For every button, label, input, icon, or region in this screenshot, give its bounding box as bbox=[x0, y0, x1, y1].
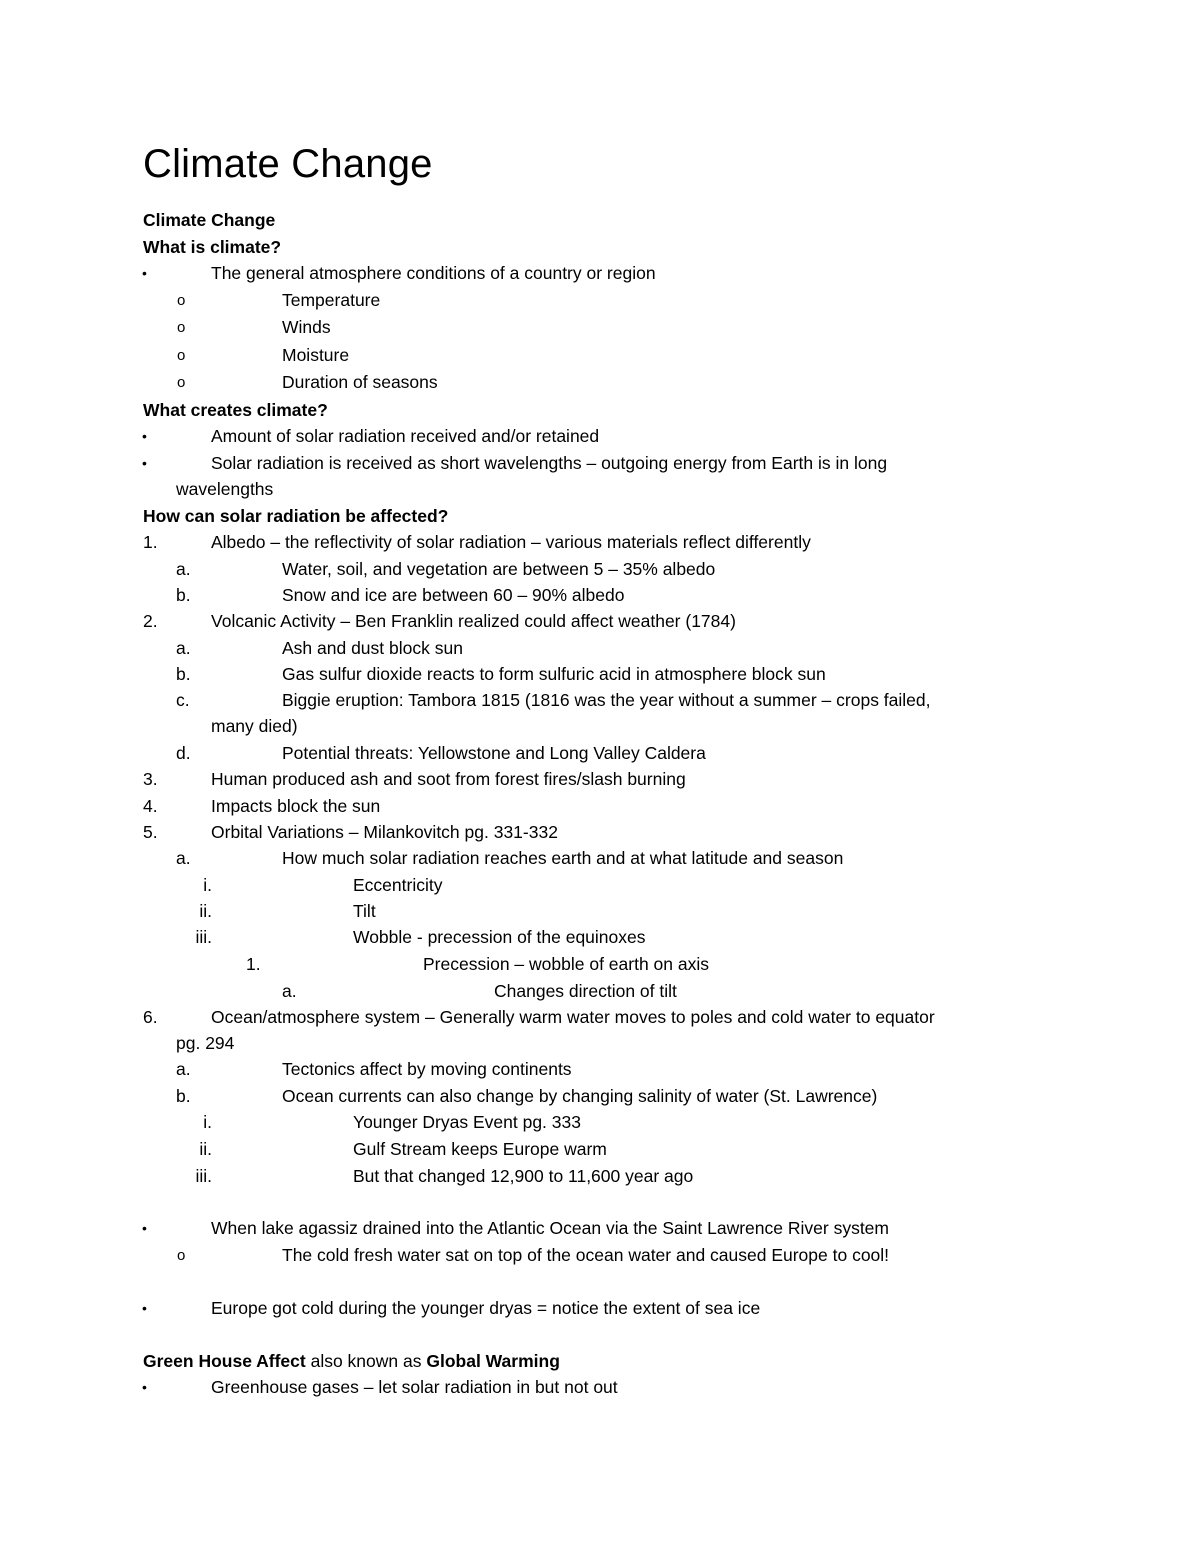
letter-marker: a. bbox=[176, 638, 191, 658]
number-marker: 3. bbox=[143, 769, 158, 789]
number-marker: 1. bbox=[143, 532, 158, 552]
circle-marker: o bbox=[177, 374, 186, 391]
letter-marker: b. bbox=[176, 664, 191, 684]
list-item: The general atmosphere conditions of a country or region bbox=[211, 263, 656, 283]
list-item-continuation: many died) bbox=[211, 716, 298, 736]
bullet-marker: • bbox=[142, 1220, 147, 1236]
list-item: Orbital Variations – Milankovitch pg. 331-332 bbox=[211, 822, 558, 842]
list-item: Impacts block the sun bbox=[211, 796, 381, 816]
list-item: Amount of solar radiation received and/or retained bbox=[211, 426, 600, 446]
letter-marker: c. bbox=[176, 690, 190, 710]
question-heading: How can solar radiation be affected? bbox=[143, 506, 449, 526]
list-item: Ocean currents can also change by changing salinity of water (St. Lawrence) bbox=[282, 1086, 878, 1106]
roman-marker: ii. bbox=[199, 1139, 212, 1159]
list-item: The cold fresh water sat on top of the ocean water and caused Europe to cool! bbox=[282, 1245, 890, 1265]
list-item: Snow and ice are between 60 – 90% albedo bbox=[282, 585, 625, 605]
roman-marker: iii. bbox=[195, 927, 212, 947]
list-item: Tilt bbox=[353, 901, 376, 921]
list-item: Wobble - precession of the equinoxes bbox=[353, 927, 646, 947]
roman-marker: i. bbox=[203, 1112, 212, 1132]
question-heading: What creates climate? bbox=[143, 400, 328, 420]
roman-marker: ii. bbox=[199, 901, 212, 921]
list-item: How much solar radiation reaches earth and at what latitude and season bbox=[282, 848, 844, 868]
list-item: Moisture bbox=[282, 345, 350, 365]
global-warming-term: Global Warming bbox=[426, 1351, 560, 1371]
section-heading: Climate Change bbox=[143, 210, 276, 230]
number-marker: 6. bbox=[143, 1007, 158, 1027]
letter-marker: d. bbox=[176, 743, 191, 763]
bullet-marker: • bbox=[142, 1300, 147, 1316]
number-marker: 4. bbox=[143, 796, 158, 816]
circle-marker: o bbox=[177, 292, 186, 309]
list-item: Ash and dust block sun bbox=[282, 638, 463, 658]
letter-marker: a. bbox=[176, 848, 191, 868]
letter-marker: a. bbox=[176, 559, 191, 579]
list-item: Gulf Stream keeps Europe warm bbox=[353, 1139, 607, 1159]
letter-marker: a. bbox=[176, 1059, 191, 1079]
list-item: Precession – wobble of earth on axis bbox=[423, 954, 709, 974]
greenhouse-heading bbox=[143, 1349, 560, 1373]
number-marker: 1. bbox=[246, 954, 261, 974]
list-item: Potential threats: Yellowstone and Long Valley Caldera bbox=[282, 743, 706, 763]
question-heading: What is climate? bbox=[143, 237, 282, 257]
bullet-marker: • bbox=[142, 455, 147, 471]
list-item: Tectonics affect by moving continents bbox=[282, 1059, 572, 1079]
list-item: But that changed 12,900 to 11,600 year ago bbox=[353, 1166, 694, 1186]
list-item: Eccentricity bbox=[353, 875, 443, 895]
list-item: Water, soil, and vegetation are between 5 – 35% albedo bbox=[282, 559, 716, 579]
list-item: Winds bbox=[282, 317, 331, 337]
list-item: Albedo – the reflectivity of solar radiation – various materials reflect differently bbox=[211, 532, 811, 552]
bullet-marker: • bbox=[142, 428, 147, 444]
list-item: Temperature bbox=[282, 290, 381, 310]
list-item-continuation: pg. 294 bbox=[176, 1033, 235, 1053]
circle-marker: o bbox=[177, 347, 186, 364]
roman-marker: iii. bbox=[195, 1166, 212, 1186]
list-item: When lake agassiz drained into the Atlantic Ocean via the Saint Lawrence River system bbox=[211, 1218, 889, 1238]
list-item: Duration of seasons bbox=[282, 372, 438, 392]
number-marker: 5. bbox=[143, 822, 158, 842]
greenhouse-term: Green House Affect bbox=[143, 1351, 306, 1371]
list-item: Biggie eruption: Tambora 1815 (1816 was the year without a summer – crops failed, bbox=[282, 690, 931, 710]
document-title: Climate Change bbox=[143, 142, 433, 186]
bullet-marker: • bbox=[142, 265, 147, 281]
number-marker: 2. bbox=[143, 611, 158, 631]
letter-marker: b. bbox=[176, 585, 191, 605]
heading-connector: also known as bbox=[305, 1351, 427, 1371]
list-item: Younger Dryas Event pg. 333 bbox=[353, 1112, 581, 1132]
list-item-continuation: wavelengths bbox=[176, 479, 274, 499]
list-item: Ocean/atmosphere system – Generally warm water moves to poles and cold water to equator bbox=[211, 1007, 935, 1027]
letter-marker: b. bbox=[176, 1086, 191, 1106]
circle-marker: o bbox=[177, 1247, 186, 1264]
list-item: Europe got cold during the younger dryas = notice the extent of sea ice bbox=[211, 1298, 761, 1318]
list-item: Human produced ash and soot from forest fires/slash burning bbox=[211, 769, 686, 789]
list-item: Gas sulfur dioxide reacts to form sulfuric acid in atmosphere block sun bbox=[282, 664, 826, 684]
list-item: Solar radiation is received as short wavelengths – outgoing energy from Earth is in long bbox=[211, 453, 888, 473]
bullet-marker: • bbox=[142, 1379, 147, 1395]
list-item: Greenhouse gases – let solar radiation in but not out bbox=[211, 1377, 618, 1397]
circle-marker: o bbox=[177, 319, 186, 336]
list-item: Volcanic Activity – Ben Franklin realized could affect weather (1784) bbox=[211, 611, 736, 631]
roman-marker: i. bbox=[203, 875, 212, 895]
list-item: Changes direction of tilt bbox=[494, 981, 677, 1001]
letter-marker: a. bbox=[282, 981, 297, 1001]
